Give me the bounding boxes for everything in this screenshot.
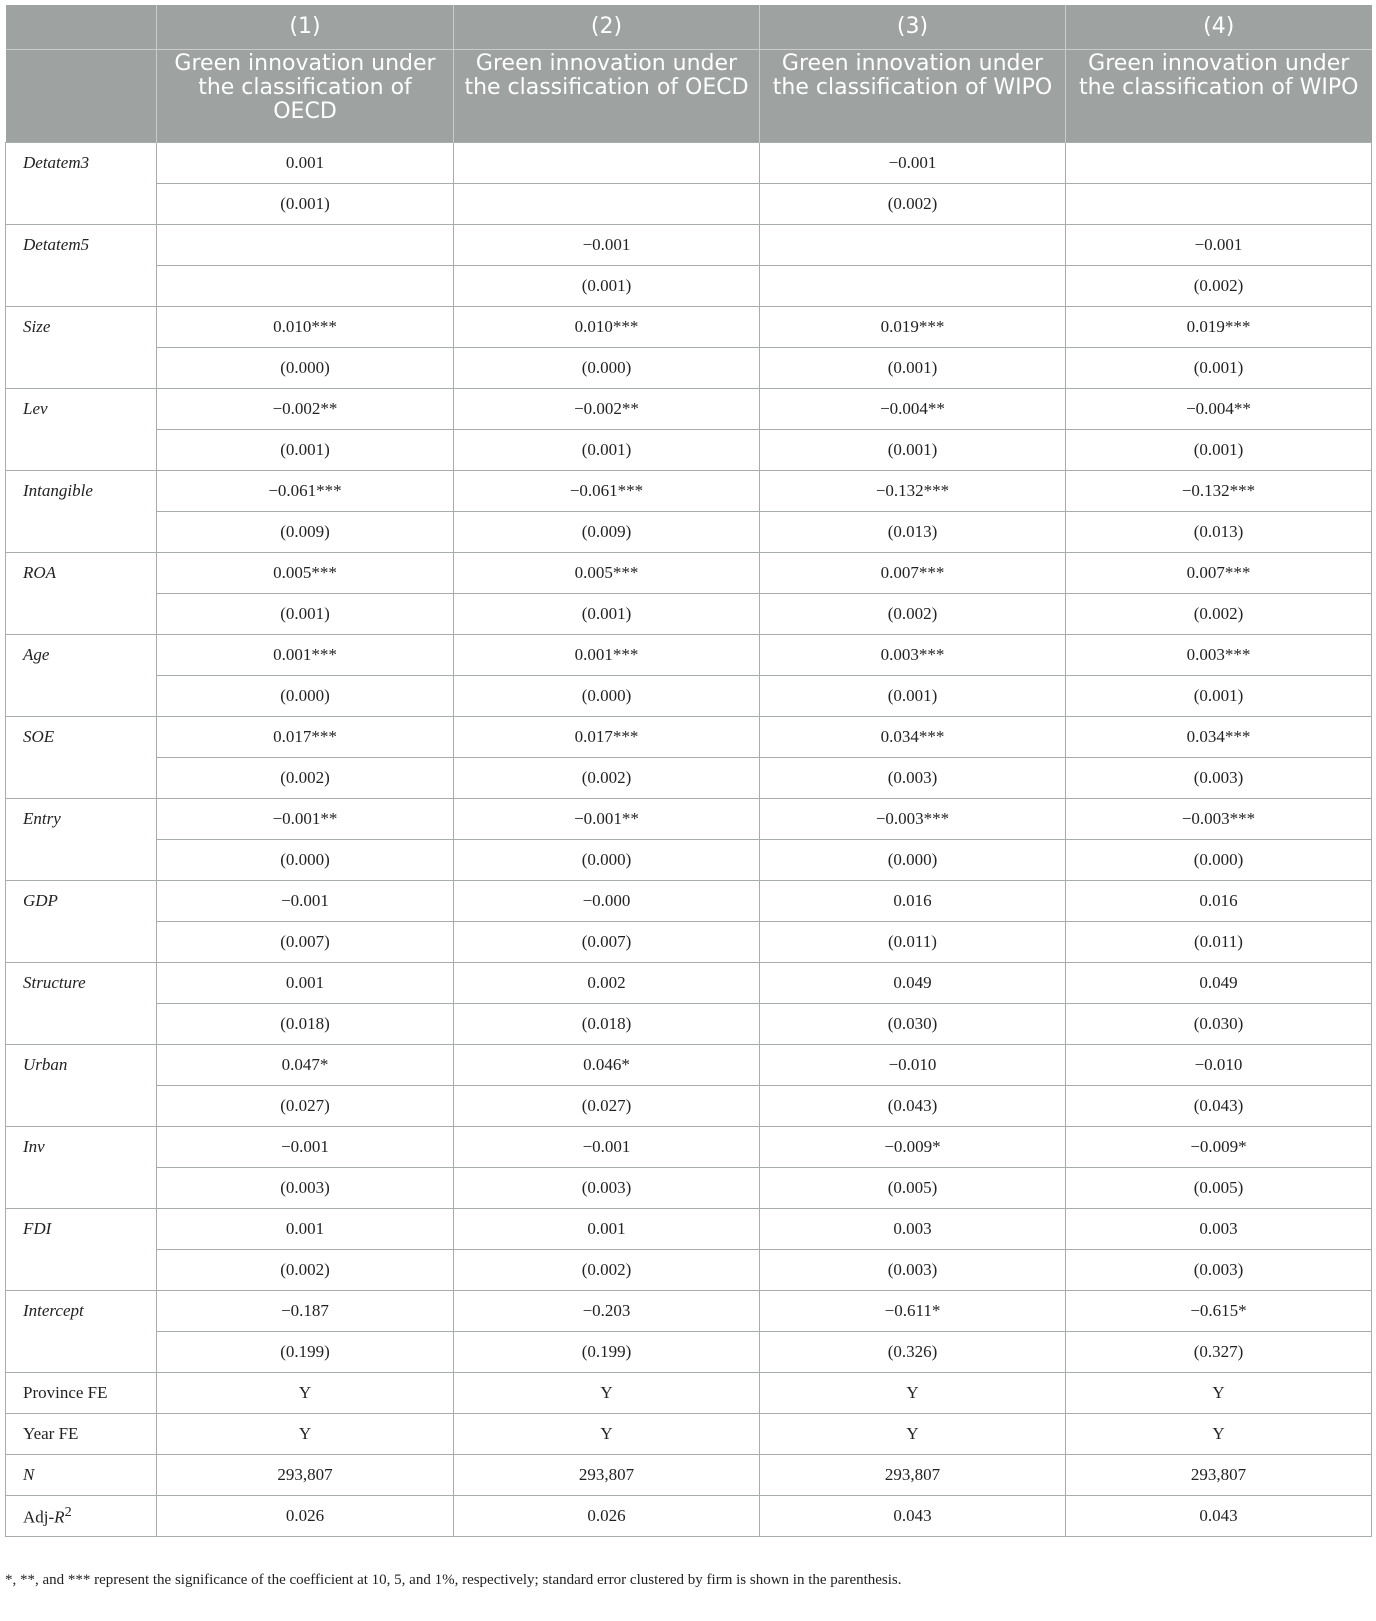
coefficient-cell: 0.001 bbox=[157, 963, 454, 1004]
variable-name: Inv bbox=[6, 1127, 157, 1209]
standard-error-cell: (0.013) bbox=[1066, 512, 1372, 553]
coefficient-cell: 0.005*** bbox=[157, 553, 454, 594]
coefficient-cell bbox=[760, 225, 1066, 266]
standard-error-row bbox=[6, 758, 1372, 799]
coefficient-cell: 0.016 bbox=[760, 881, 1066, 922]
summary-value: Y bbox=[760, 1373, 1066, 1414]
coefficient-cell: −0.001** bbox=[157, 799, 454, 840]
variable-name: Detatem3 bbox=[6, 143, 157, 225]
coefficient-cell: −0.061*** bbox=[157, 471, 454, 512]
standard-error-cell: (0.002) bbox=[760, 184, 1066, 225]
summary-value: Y bbox=[1066, 1373, 1372, 1414]
coefficient-cell: 0.019*** bbox=[1066, 307, 1372, 348]
variable-name: Entry bbox=[6, 799, 157, 881]
column-number: (4) bbox=[1066, 5, 1372, 50]
standard-error-cell: (0.000) bbox=[454, 840, 760, 881]
coefficient-cell: 0.001 bbox=[454, 1209, 760, 1250]
coefficient-row bbox=[6, 1291, 1372, 1332]
standard-error-cell: (0.002) bbox=[454, 758, 760, 799]
coefficient-cell: 0.016 bbox=[1066, 881, 1372, 922]
coefficient-cell: −0.010 bbox=[760, 1045, 1066, 1086]
standard-error-cell: (0.011) bbox=[760, 922, 1066, 963]
header-corner-lower bbox=[6, 50, 157, 143]
standard-error-cell: (0.199) bbox=[157, 1332, 454, 1373]
standard-error-cell: (0.001) bbox=[157, 594, 454, 635]
coefficient-cell: 0.005*** bbox=[454, 553, 760, 594]
table-body bbox=[6, 143, 1372, 1537]
coefficient-cell: −0.003*** bbox=[1066, 799, 1372, 840]
variable-name: Intangible bbox=[6, 471, 157, 553]
standard-error-row bbox=[6, 348, 1372, 389]
summary-value: Y bbox=[157, 1414, 454, 1455]
coefficient-cell: −0.001 bbox=[760, 143, 1066, 184]
coefficient-cell: 0.010*** bbox=[454, 307, 760, 348]
coefficient-cell: −0.004** bbox=[760, 389, 1066, 430]
summary-row bbox=[6, 1414, 1372, 1455]
coefficient-cell: −0.002** bbox=[454, 389, 760, 430]
coefficient-cell: 0.049 bbox=[1066, 963, 1372, 1004]
standard-error-row bbox=[6, 922, 1372, 963]
column-title-row bbox=[6, 50, 1372, 143]
summary-label-text: N bbox=[23, 1465, 35, 1484]
variable-name: SOE bbox=[6, 717, 157, 799]
variable-name: GDP bbox=[6, 881, 157, 963]
coefficient-cell: 0.003*** bbox=[1066, 635, 1372, 676]
column-number: (1) bbox=[157, 5, 454, 50]
coefficient-row bbox=[6, 635, 1372, 676]
standard-error-cell: (0.003) bbox=[760, 758, 1066, 799]
coefficient-cell: −0.001 bbox=[157, 881, 454, 922]
coefficient-cell: −0.001 bbox=[454, 225, 760, 266]
standard-error-cell: (0.001) bbox=[760, 430, 1066, 471]
standard-error-row bbox=[6, 1332, 1372, 1373]
standard-error-cell: (0.001) bbox=[157, 184, 454, 225]
standard-error-cell: (0.002) bbox=[157, 758, 454, 799]
coefficient-row bbox=[6, 471, 1372, 512]
header-corner bbox=[6, 5, 157, 50]
standard-error-row bbox=[6, 1004, 1372, 1045]
coefficient-cell: 0.001 bbox=[157, 143, 454, 184]
summary-label bbox=[6, 1414, 157, 1455]
coefficient-cell: 0.017*** bbox=[454, 717, 760, 758]
coefficient-cell: 0.046* bbox=[454, 1045, 760, 1086]
coefficient-cell: 0.019*** bbox=[760, 307, 1066, 348]
standard-error-cell: (0.003) bbox=[1066, 758, 1372, 799]
standard-error-cell: (0.001) bbox=[454, 594, 760, 635]
table-header bbox=[6, 5, 1372, 143]
coefficient-cell: −0.611* bbox=[760, 1291, 1066, 1332]
coefficient-row bbox=[6, 553, 1372, 594]
coefficient-cell: −0.010 bbox=[1066, 1045, 1372, 1086]
standard-error-cell: (0.001) bbox=[760, 676, 1066, 717]
standard-error-cell: (0.000) bbox=[760, 840, 1066, 881]
column-title: Green innovation under the classification of WIPO bbox=[1066, 50, 1372, 143]
summary-row bbox=[6, 1373, 1372, 1414]
coefficient-cell: 0.003*** bbox=[760, 635, 1066, 676]
variable-name: ROA bbox=[6, 553, 157, 635]
standard-error-cell: (0.000) bbox=[157, 676, 454, 717]
standard-error-row bbox=[6, 1250, 1372, 1291]
summary-label-superscript: 2 bbox=[64, 1504, 72, 1521]
summary-label bbox=[6, 1373, 157, 1414]
coefficient-row bbox=[6, 1127, 1372, 1168]
summary-value: Y bbox=[760, 1414, 1066, 1455]
summary-label-text: Adj- bbox=[23, 1507, 55, 1527]
coefficient-cell: 0.001 bbox=[157, 1209, 454, 1250]
standard-error-cell: (0.009) bbox=[157, 512, 454, 553]
standard-error-cell: (0.003) bbox=[1066, 1250, 1372, 1291]
variable-name: Intercept bbox=[6, 1291, 157, 1373]
summary-value: 0.043 bbox=[1066, 1496, 1372, 1537]
variable-name: Detatem5 bbox=[6, 225, 157, 307]
standard-error-cell: (0.003) bbox=[454, 1168, 760, 1209]
standard-error-row bbox=[6, 594, 1372, 635]
standard-error-cell bbox=[760, 266, 1066, 307]
coefficient-cell: −0.000 bbox=[454, 881, 760, 922]
summary-value: Y bbox=[454, 1414, 760, 1455]
table-footnote: *, **, and *** represent the significance of the coefficient at 10, 5, and 1%, respectively; standard error clustered by firm is shown in the parenthesis. bbox=[5, 1572, 902, 1588]
standard-error-cell: (0.011) bbox=[1066, 922, 1372, 963]
summary-label bbox=[6, 1455, 157, 1496]
standard-error-cell: (0.009) bbox=[454, 512, 760, 553]
summary-value: 0.043 bbox=[760, 1496, 1066, 1537]
standard-error-cell: (0.043) bbox=[1066, 1086, 1372, 1127]
coefficient-row bbox=[6, 799, 1372, 840]
standard-error-cell: (0.001) bbox=[1066, 676, 1372, 717]
coefficient-row bbox=[6, 1045, 1372, 1086]
summary-value: Y bbox=[454, 1373, 760, 1414]
coefficient-row bbox=[6, 963, 1372, 1004]
standard-error-cell bbox=[454, 184, 760, 225]
standard-error-cell: (0.027) bbox=[454, 1086, 760, 1127]
variable-name: FDI bbox=[6, 1209, 157, 1291]
coefficient-cell: −0.061*** bbox=[454, 471, 760, 512]
coefficient-cell: 0.003 bbox=[1066, 1209, 1372, 1250]
coefficient-cell: 0.007*** bbox=[1066, 553, 1372, 594]
standard-error-cell: (0.001) bbox=[760, 348, 1066, 389]
coefficient-cell: 0.001*** bbox=[454, 635, 760, 676]
standard-error-cell: (0.002) bbox=[760, 594, 1066, 635]
coefficient-cell bbox=[1066, 143, 1372, 184]
coefficient-cell: −0.203 bbox=[454, 1291, 760, 1332]
coefficient-cell bbox=[157, 225, 454, 266]
summary-value: 293,807 bbox=[1066, 1455, 1372, 1496]
coefficient-cell: 0.017*** bbox=[157, 717, 454, 758]
summary-label-italic: R bbox=[54, 1507, 65, 1527]
standard-error-row bbox=[6, 430, 1372, 471]
standard-error-cell: (0.000) bbox=[454, 348, 760, 389]
variable-name: Age bbox=[6, 635, 157, 717]
coefficient-cell: −0.001 bbox=[454, 1127, 760, 1168]
standard-error-cell: (0.001) bbox=[454, 266, 760, 307]
summary-value: 293,807 bbox=[760, 1455, 1066, 1496]
standard-error-cell: (0.002) bbox=[1066, 594, 1372, 635]
coefficient-cell: −0.132*** bbox=[1066, 471, 1372, 512]
coefficient-cell: 0.007*** bbox=[760, 553, 1066, 594]
coefficient-row bbox=[6, 389, 1372, 430]
coefficient-cell: 0.034*** bbox=[1066, 717, 1372, 758]
summary-label bbox=[6, 1496, 157, 1537]
standard-error-row bbox=[6, 184, 1372, 225]
standard-error-row bbox=[6, 840, 1372, 881]
coefficient-cell bbox=[454, 143, 760, 184]
standard-error-cell: (0.005) bbox=[760, 1168, 1066, 1209]
standard-error-cell: (0.027) bbox=[157, 1086, 454, 1127]
standard-error-cell: (0.327) bbox=[1066, 1332, 1372, 1373]
coefficient-cell: 0.034*** bbox=[760, 717, 1066, 758]
standard-error-row bbox=[6, 676, 1372, 717]
summary-row bbox=[6, 1496, 1372, 1537]
summary-row bbox=[6, 1455, 1372, 1496]
coefficient-row bbox=[6, 143, 1372, 184]
standard-error-cell: (0.003) bbox=[760, 1250, 1066, 1291]
summary-value: Y bbox=[157, 1373, 454, 1414]
coefficient-row bbox=[6, 307, 1372, 348]
standard-error-cell: (0.002) bbox=[157, 1250, 454, 1291]
summary-label-text: Year FE bbox=[23, 1424, 79, 1443]
coefficient-cell: −0.187 bbox=[157, 1291, 454, 1332]
coefficient-cell: 0.001*** bbox=[157, 635, 454, 676]
standard-error-cell: (0.013) bbox=[760, 512, 1066, 553]
coefficient-cell: −0.003*** bbox=[760, 799, 1066, 840]
standard-error-cell: (0.001) bbox=[1066, 348, 1372, 389]
column-title: Green innovation under the classification of OECD bbox=[454, 50, 760, 143]
column-number: (3) bbox=[760, 5, 1066, 50]
standard-error-cell: (0.199) bbox=[454, 1332, 760, 1373]
standard-error-cell: (0.000) bbox=[1066, 840, 1372, 881]
standard-error-cell: (0.007) bbox=[454, 922, 760, 963]
coefficient-cell: −0.004** bbox=[1066, 389, 1372, 430]
coefficient-cell: 0.002 bbox=[454, 963, 760, 1004]
coefficient-cell: 0.049 bbox=[760, 963, 1066, 1004]
standard-error-cell: (0.001) bbox=[454, 430, 760, 471]
coefficient-cell: −0.009* bbox=[760, 1127, 1066, 1168]
summary-value: Y bbox=[1066, 1414, 1372, 1455]
standard-error-cell: (0.018) bbox=[157, 1004, 454, 1045]
coefficient-cell: 0.047* bbox=[157, 1045, 454, 1086]
standard-error-cell: (0.043) bbox=[760, 1086, 1066, 1127]
coefficient-row bbox=[6, 881, 1372, 922]
standard-error-cell: (0.000) bbox=[454, 676, 760, 717]
standard-error-row bbox=[6, 266, 1372, 307]
coefficient-cell: −0.009* bbox=[1066, 1127, 1372, 1168]
coefficient-cell: 0.003 bbox=[760, 1209, 1066, 1250]
standard-error-cell: (0.030) bbox=[760, 1004, 1066, 1045]
summary-label-text: Province FE bbox=[23, 1383, 108, 1402]
standard-error-cell bbox=[157, 266, 454, 307]
standard-error-row bbox=[6, 1168, 1372, 1209]
standard-error-cell bbox=[1066, 184, 1372, 225]
variable-name: Lev bbox=[6, 389, 157, 471]
standard-error-cell: (0.018) bbox=[454, 1004, 760, 1045]
summary-value: 0.026 bbox=[454, 1496, 760, 1537]
standard-error-cell: (0.003) bbox=[157, 1168, 454, 1209]
standard-error-row bbox=[6, 1086, 1372, 1127]
column-title: Green innovation under the classification of WIPO bbox=[760, 50, 1066, 143]
coefficient-row bbox=[6, 717, 1372, 758]
standard-error-row bbox=[6, 512, 1372, 553]
coefficient-row bbox=[6, 1209, 1372, 1250]
variable-name: Structure bbox=[6, 963, 157, 1045]
coefficient-cell: −0.001 bbox=[1066, 225, 1372, 266]
standard-error-cell: (0.007) bbox=[157, 922, 454, 963]
standard-error-cell: (0.002) bbox=[454, 1250, 760, 1291]
standard-error-cell: (0.002) bbox=[1066, 266, 1372, 307]
standard-error-cell: (0.001) bbox=[157, 430, 454, 471]
coefficient-cell: 0.010*** bbox=[157, 307, 454, 348]
coefficient-row bbox=[6, 225, 1372, 266]
summary-value: 293,807 bbox=[454, 1455, 760, 1496]
standard-error-cell: (0.000) bbox=[157, 348, 454, 389]
summary-value: 293,807 bbox=[157, 1455, 454, 1496]
column-number-row bbox=[6, 5, 1372, 50]
regression-table bbox=[5, 5, 1372, 1537]
coefficient-cell: −0.001** bbox=[454, 799, 760, 840]
standard-error-cell: (0.001) bbox=[1066, 430, 1372, 471]
variable-name: Size bbox=[6, 307, 157, 389]
standard-error-cell: (0.030) bbox=[1066, 1004, 1372, 1045]
column-number: (2) bbox=[454, 5, 760, 50]
standard-error-cell: (0.326) bbox=[760, 1332, 1066, 1373]
coefficient-cell: −0.132*** bbox=[760, 471, 1066, 512]
standard-error-cell: (0.000) bbox=[157, 840, 454, 881]
coefficient-cell: −0.001 bbox=[157, 1127, 454, 1168]
coefficient-cell: −0.615* bbox=[1066, 1291, 1372, 1332]
variable-name: Urban bbox=[6, 1045, 157, 1127]
standard-error-cell: (0.005) bbox=[1066, 1168, 1372, 1209]
coefficient-cell: −0.002** bbox=[157, 389, 454, 430]
column-title: Green innovation under the classification of OECD bbox=[157, 50, 454, 143]
summary-value: 0.026 bbox=[157, 1496, 454, 1537]
